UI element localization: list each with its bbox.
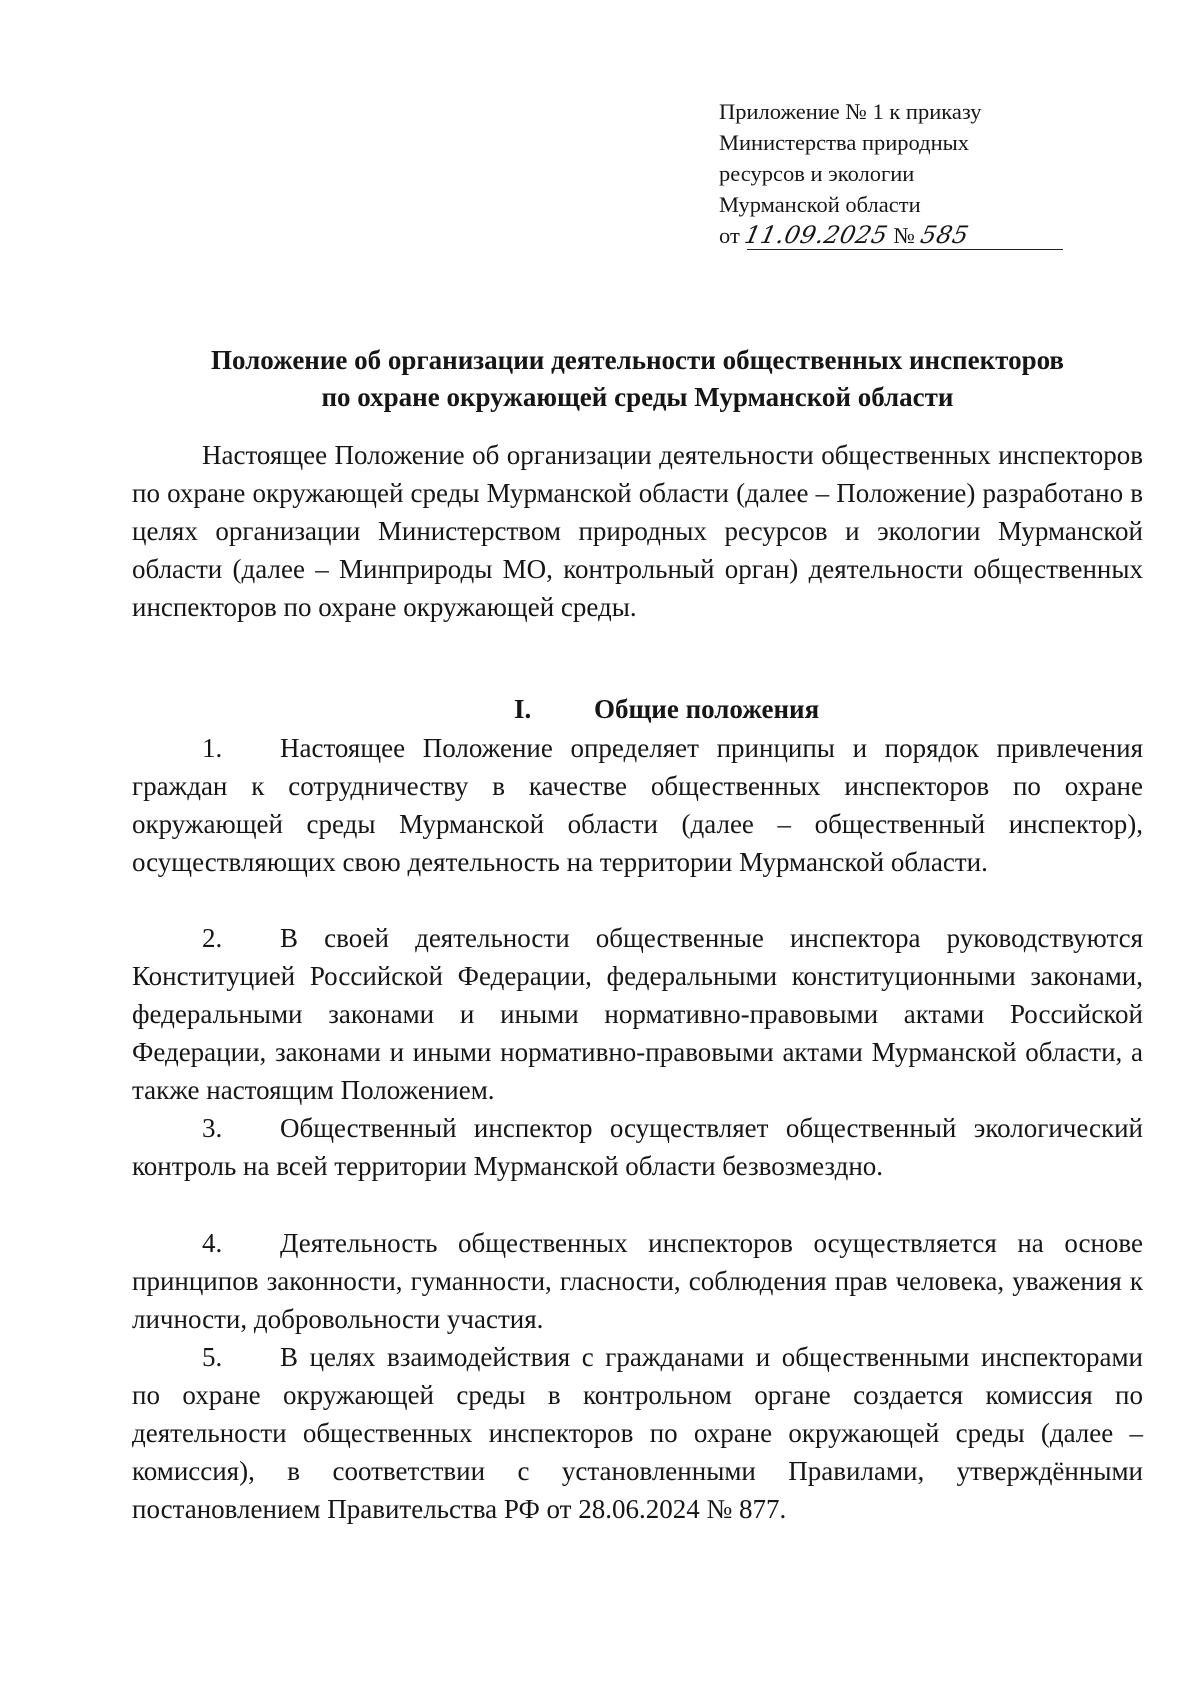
intro-text: Настоящее Положение об организации деятельности общественных инспекторов по охране окружающей среды Мурманской области (далее – Положение) разработано в целях организации Министерством природных ресурсов и экологии Мурманской области (далее – Минприроды МО, контрольный орган) деятельности общественных инспекторов по охране окружающей среды.	[132, 440, 1143, 622]
item-number: 2.	[202, 923, 223, 953]
section-title: Общие положения	[594, 694, 820, 724]
item-text: В своей деятельности общественные инспектора руководствуются Конституцией Российской Федерации, федеральными конституционными законами, федеральными законами и иными нормативно-правовыми актами Российской Федерации, законами и иными нормативно-правовыми актами Мурманской области, а также настоящим Положением.	[132, 923, 1143, 1105]
item-text: В целях взаимодействия с гражданами и общественными инспекторами по охране окружающей среды в контрольном органе создается комиссия по деятельности общественных инспекторов по охране окружающей среды (далее – комиссия), в соответствии с установленными Правилами, утверждёнными постановлением Правительства РФ от 28.06.2024 № 877.	[132, 1342, 1143, 1524]
numbered-list	[132, 1109, 1143, 1185]
appendix-line: Приложение № 1 к приказу	[719, 99, 982, 124]
list-item	[132, 1338, 1143, 1528]
list-item	[132, 729, 1143, 881]
appendix-block	[719, 96, 1019, 251]
document-title	[132, 342, 1143, 416]
handwritten-date: 11.09.2025	[742, 221, 891, 249]
title-line: Положение об организации деятельности общественных инспекторов	[210, 345, 1064, 375]
item-text: Общественный инспектор осуществляет общественный экологический контроль на всей территории Мурманской области безвозмездно.	[132, 1113, 1143, 1181]
number-label: №	[893, 223, 915, 248]
numbered-list	[132, 729, 1143, 881]
section-number: I.	[514, 694, 532, 724]
item-number: 4.	[202, 1228, 223, 1258]
signature-underline	[747, 249, 1063, 250]
title-line: по охране окружающей среды Мурманской области	[321, 382, 954, 412]
item-text: Настоящее Положение определяет принципы и порядок привлечения граждан к сотрудничеству в качестве общественных инспекторов по охране окружающей среды Мурманской области (далее – общественный инспектор), осуществляющих свою деятельность на территории Мурманской области.	[132, 733, 1143, 877]
item-text: Деятельность общественных инспекторов осуществляется на основе принципов законности, гуманности, гласности, соблюдения прав человека, уважения к личности, добровольности участия.	[132, 1228, 1143, 1334]
item-number: 1.	[202, 733, 223, 763]
numbered-list	[132, 919, 1143, 1109]
handwritten-number: 585	[917, 221, 971, 249]
from-label: от	[719, 223, 740, 248]
numbered-list	[132, 1338, 1143, 1528]
list-item	[132, 919, 1143, 1109]
appendix-line: Министерства природных	[719, 130, 969, 155]
appendix-date-number-line	[719, 220, 1019, 251]
intro-paragraph	[132, 436, 1143, 626]
list-item	[132, 1224, 1143, 1338]
appendix-line: ресурсов и экологии	[719, 161, 915, 186]
appendix-line: Мурманской области	[719, 192, 921, 217]
item-number: 5.	[202, 1342, 223, 1372]
numbered-list	[132, 1224, 1143, 1338]
list-item	[132, 1109, 1143, 1185]
item-number: 3.	[202, 1113, 223, 1143]
